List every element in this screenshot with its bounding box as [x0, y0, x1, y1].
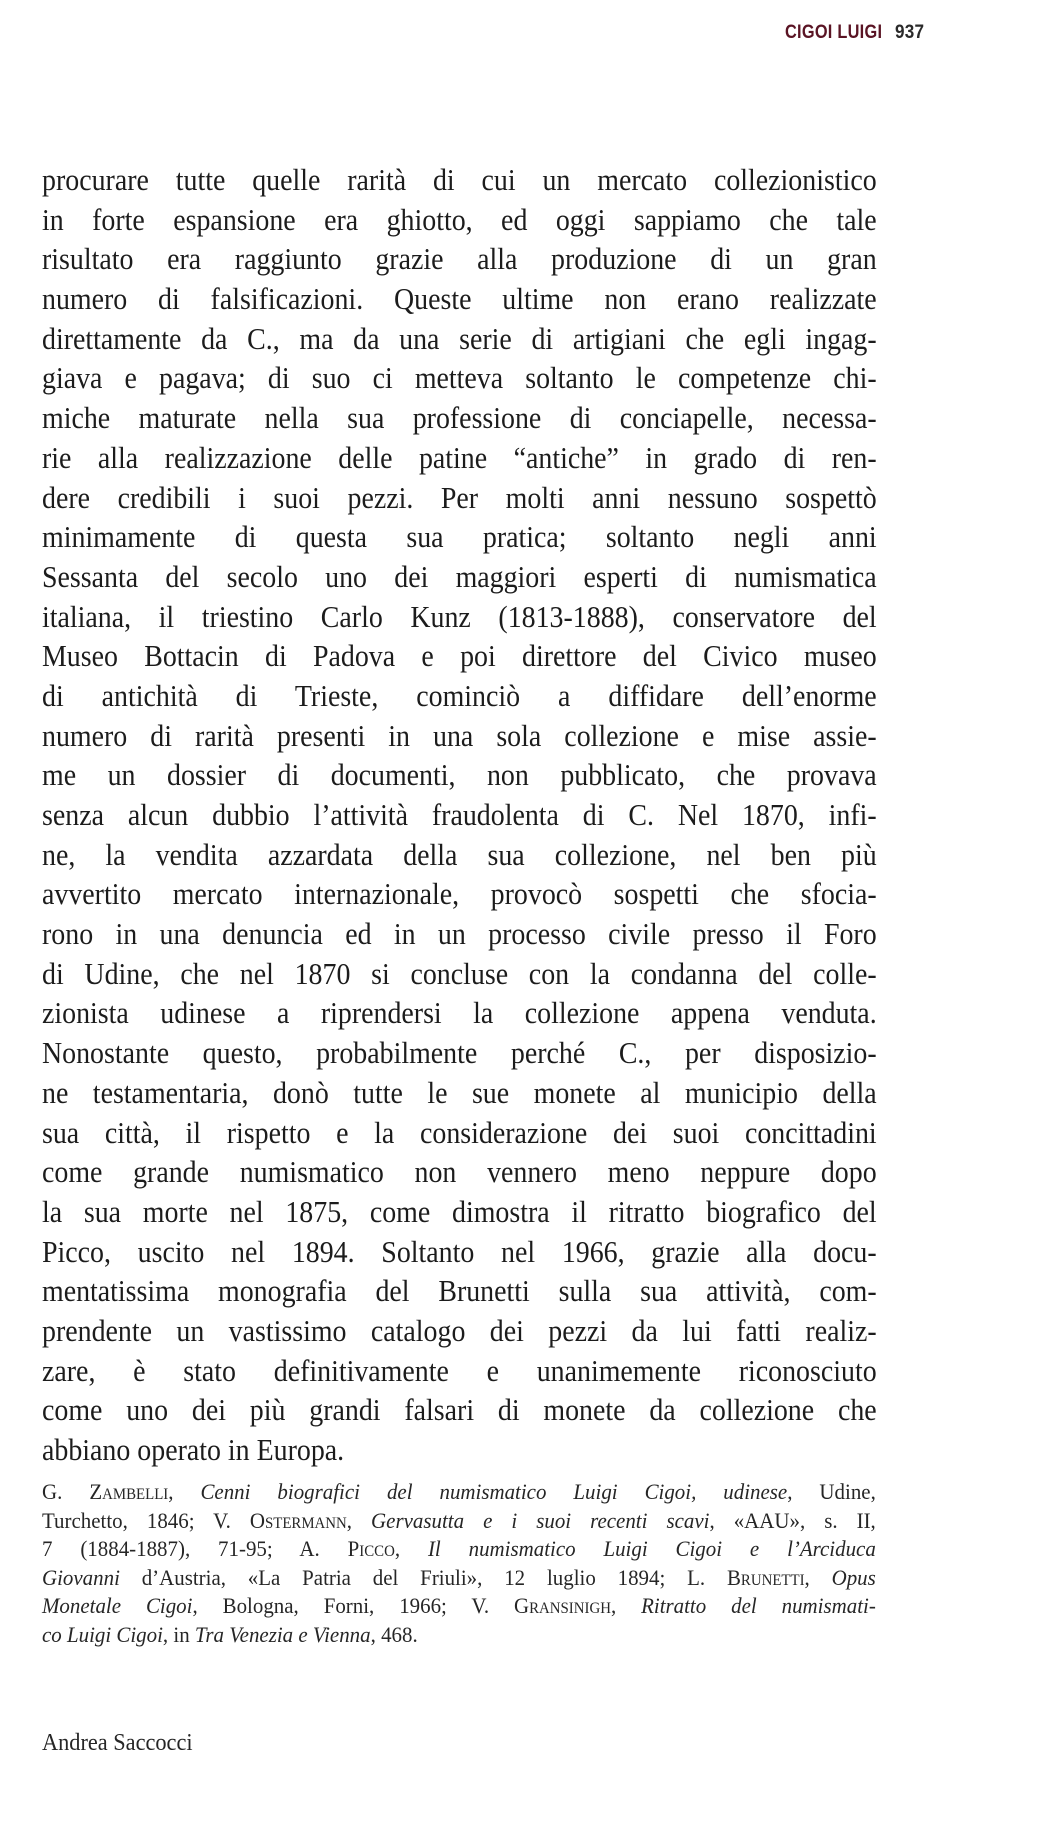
citation-text: , [168, 1479, 201, 1504]
author-name: Ostermann [249, 1507, 347, 1533]
citation-text: , 468. [370, 1621, 418, 1647]
citation-text: , [610, 1593, 642, 1619]
work-title: Giovanni [42, 1564, 120, 1590]
work-title: Tra Venezia e Vienna [194, 1621, 371, 1647]
body-line: Nonostante questo, probabilmente perché C., per disposizio- [42, 1035, 877, 1071]
citation-text: , in [162, 1621, 195, 1647]
body-line: me un dossier di documenti, non pubblicato, che provava [42, 757, 877, 793]
running-head [785, 22, 925, 44]
body-line: di antichità di Trieste, cominciò a diffidare dell’enorme [42, 677, 877, 713]
body-line: abbiano operato in Europa. [42, 1432, 345, 1467]
body-line: italiana, il triestino Carlo Kunz (1813-1888), conservatore del [42, 598, 877, 634]
citation-text: , [804, 1564, 832, 1590]
body-line: rono in una denuncia ed in un processo civile presso il Foro [42, 916, 877, 952]
body-line: numero di rarità presenti in una sola collezione e mise assie- [42, 717, 877, 753]
body-line: ne testamentaria, donò tutte le sue monete al municipio della [42, 1074, 877, 1110]
bibliography-line [42, 1564, 876, 1593]
citation-text: Turchetto, 1846; V. [42, 1507, 250, 1533]
citation-text: , [394, 1536, 428, 1562]
body-line: numero di falsificazioni. Queste ultime non erano realizzate [42, 281, 877, 317]
work-title: Il numismatico Luigi Cigoi e l’Arciduca [427, 1536, 876, 1562]
work-title: Opus [831, 1564, 876, 1590]
citation-text: , Bologna, Forni, 1966; V. [192, 1593, 514, 1619]
body-line: di Udine, che nel 1870 si concluse con la condanna del colle- [42, 955, 877, 991]
bibliography-line [42, 1592, 876, 1621]
citation-text: 7 (1884-1887), 71-95; A. [42, 1536, 348, 1562]
author-name: Gransinigh [513, 1593, 611, 1619]
work-title: Ritratto del numismati- [641, 1593, 876, 1619]
bibliography-line [42, 1535, 876, 1564]
running-title: CIGOI LUIGI [785, 22, 883, 43]
work-title: Gervasutta e i suoi recenti scavi [371, 1507, 710, 1533]
bibliography-line [42, 1478, 876, 1507]
bibliography-line [42, 1621, 876, 1650]
work-title: Cenni biografici del numismatico Luigi Cigoi, udinese [200, 1479, 788, 1504]
body-line: giava e pagava; di suo ci metteva soltanto le competenze chi- [42, 360, 877, 396]
body-line: senza alcun dubbio l’attività fraudolenta di C. Nel 1870, infi- [42, 797, 877, 832]
body-line: avvertito mercato internazionale, provocò sospetti che sfocia- [42, 876, 877, 912]
body-line: direttamente da C., ma da una serie di artigiani che egli ingag- [42, 320, 877, 356]
body-line: Sessanta del secolo uno dei maggiori esperti di numismatica [42, 558, 877, 594]
body-line: rie alla realizzazione delle patine “antiche” in grado di ren- [42, 439, 877, 475]
citation-text: G. [42, 1479, 90, 1504]
bibliography-line [42, 1507, 876, 1536]
body-line: procurare tutte quelle rarità di cui un mercato collezionistico [42, 162, 877, 197]
body-line: miche maturate nella sua professione di conciapelle, necessa- [42, 400, 877, 436]
body-line: come uno dei più grandi falsari di monete da collezione che [42, 1392, 877, 1428]
body-line: come grande numismatico non vennero meno neppure dopo [42, 1154, 877, 1190]
citation-text: , [346, 1507, 372, 1533]
author-signature: Andrea Saccocci [42, 1730, 193, 1756]
body-line: prendente un vastissimo catalogo dei pezzi da lui fatti realiz- [42, 1312, 877, 1348]
body-line: zare, è stato definitivamente e unanimemente riconosciuto [42, 1352, 877, 1388]
body-line: minimamente di questa sua pratica; soltanto negli anni [42, 519, 877, 555]
author-name: Brunetti [726, 1564, 805, 1590]
citation-text: , Udine, [787, 1479, 876, 1504]
author-name: Picco [347, 1536, 395, 1562]
citation-text: , «AAU», s. II, [709, 1507, 876, 1533]
body-line: Museo Bottacin di Padova e poi direttore del Civico museo [42, 638, 877, 674]
body-line: ne, la vendita azzardata della sua collezione, nel ben più [42, 836, 877, 872]
body-line: sua città, il rispetto e la considerazione dei suoi concittadini [42, 1114, 877, 1150]
body-line: in forte espansione era ghiotto, ed oggi sappiamo che tale [42, 201, 877, 237]
body-line: risultato era raggiunto grazie alla produzione di un gran [42, 241, 877, 277]
page-number: 937 [895, 22, 925, 43]
body-line: Picco, uscito nel 1894. Soltanto nel 1966, grazie alla docu- [42, 1233, 877, 1269]
bibliography [42, 1478, 876, 1650]
body-line: dere credibili i suoi pezzi. Per molti anni nessuno sospettò [42, 479, 877, 515]
body-line: la sua morte nel 1875, come dimostra il ritratto biografico del [42, 1193, 877, 1229]
author-name: Zambelli [89, 1479, 169, 1504]
citation-text: d’Austria, «La Patria del Friuli», 12 luglio 1894; L. [119, 1564, 727, 1590]
body-line: zionista udinese a riprendersi la collezione appena venduta. [42, 995, 877, 1031]
work-title: Monetale Cigoi [42, 1593, 193, 1619]
article-body [42, 160, 876, 1470]
work-title: co Luigi Cigoi [42, 1621, 163, 1647]
body-line: mentatissima monografia del Brunetti sulla sua attività, com- [42, 1273, 877, 1309]
